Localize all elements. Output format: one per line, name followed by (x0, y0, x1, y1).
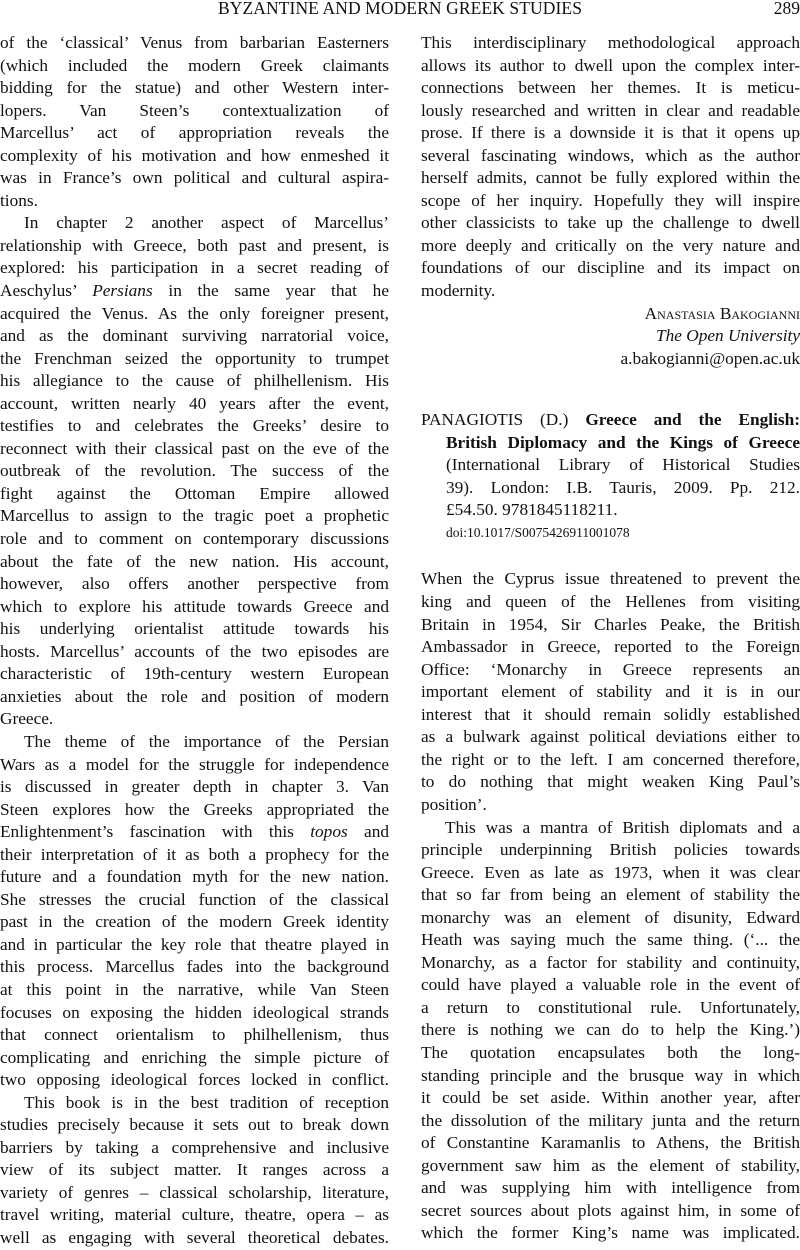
text-line: to do nothing that might weaken King Paul’s (421, 772, 800, 792)
text-line: secret sources about plots against him, in some of (421, 1200, 800, 1220)
text-line: hosts. Marcellus’ accounts of the two episodes are (0, 641, 389, 661)
text-line: several fascinating windows, which as the author (421, 145, 800, 165)
text-line: characteristic of 19th-century western European (0, 664, 389, 684)
text-line: there is nothing we can do to help the King.’) (421, 1020, 800, 1040)
text-line: Office: ‘Monarchy in Greece represents an (421, 659, 800, 679)
text-line: his underlying orientalist attitude towards his (0, 619, 389, 639)
text-line: was in France’s own political and cultural aspira- (0, 168, 389, 188)
text-segment: British Diplomacy and the Kings of Greece (446, 432, 800, 452)
text-line: Ambassador in Greece, reported to the Foreign (421, 637, 800, 657)
text-line: account, written nearly 40 years after the event, (0, 393, 389, 413)
left-column (0, 32, 389, 1250)
text-line: When the Cyprus issue threatened to prevent the (421, 569, 800, 589)
text-line: Greece. (0, 709, 54, 729)
text-segment: Enlightenment’s fascination with this (0, 822, 311, 842)
text-line: Marcellus’ act of appropriation reveals the (0, 123, 389, 143)
text-line: The theme of the importance of the Persian (24, 731, 389, 751)
reviewer-signature (421, 303, 800, 371)
text-line: well as engaging with several theoretical debates. (0, 1227, 389, 1247)
text-line: testifies to and celebrates the Greeks’ desire to (0, 416, 389, 436)
text-line: king and queen of the Hellenes from visiting (421, 592, 800, 612)
text-segment: Persians (92, 281, 153, 301)
text-line: barriers by taking a comprehensive and inclusive (0, 1137, 389, 1157)
text-line (421, 432, 800, 455)
text-line: This was a mantra of British diplomats and a (445, 817, 800, 837)
running-header (0, 0, 800, 20)
text-line: studies precisely because it sets out to break down (0, 1115, 389, 1135)
text-line: the Frenchman seized the opportunity to trumpet (0, 348, 389, 368)
text-line: interest that it should remain solidly established (421, 704, 800, 724)
text-line: more deeply and critically on the very nature and (421, 235, 800, 255)
journal-title: BYZANTINE AND MODERN GREEK STUDIES (217, 0, 583, 18)
new-review-body (421, 568, 800, 1244)
text-line: future and a foundation myth for the new nation. (0, 867, 389, 887)
text-line: monarchy was an element of disunity, Edward (421, 907, 800, 927)
review-conclusion (421, 32, 800, 303)
text-line: their interpretation of it as both a prophecy for the (0, 844, 389, 864)
text-line: of the ‘classical’ Venus from barbarian Easterners (0, 33, 389, 52)
text-line: Greece. Even as late as 1973, when it was clear (421, 862, 800, 882)
text-line: explored: his participation in a secret reading of (0, 258, 389, 278)
text-line: This interdisciplinary methodological approach (421, 33, 800, 52)
text-line: that so far from being an element of stability the (421, 885, 800, 905)
text-line: of Constantine Karamanlis to Athens, the British (421, 1133, 800, 1153)
text-line (421, 409, 800, 432)
text-line: could have played a valuable role in the event of (421, 975, 800, 995)
text-line: Wars as a model for the struggle for independence (0, 754, 389, 774)
text-line: past in the creation of the modern Greek identity (0, 912, 389, 932)
text-line: two opposing ideological forces locked in conflict. (0, 1070, 389, 1090)
text-line: relationship with Greece, both past and present, is (0, 235, 389, 255)
text-line: position’. (421, 794, 487, 814)
text-line: bidding for the statue) and other Western inter- (0, 78, 389, 98)
text-line: it could be set aside. Within another year, after (421, 1088, 800, 1108)
text-line: that connect orientalism to philhellenism, thus (0, 1025, 389, 1045)
text-line: role and to comment on contemporary discussions (0, 529, 389, 549)
text-line: Heath was saying much the same thing. (‘... the (421, 930, 800, 950)
text-line: £54.50. 9781845118211. (446, 500, 618, 520)
text-line: allows its author to dwell upon the complex inter- (421, 55, 800, 75)
text-line: is discussed in greater depth in chapter 3. Van (0, 777, 389, 797)
text-line: reconnect with their classical past on the eve of the (0, 438, 389, 458)
text-line: (which included the modern Greek claimants (0, 55, 389, 75)
text-line: complicating and enriching the simple picture of (0, 1047, 389, 1067)
text-line: the dissolution of the military junta and the return (421, 1110, 800, 1130)
text-line: other classicists to take up the challenge to dwell (421, 213, 800, 233)
text-line: and in particular the key role that theatre played in (0, 934, 389, 954)
text-line: The quotation encapsulates both the long- (421, 1042, 800, 1062)
text-line: however, also offers another perspective from (0, 574, 389, 594)
text-segment: and (347, 822, 389, 842)
text-line: Britain in 1954, Sir Charles Peake, the British (421, 614, 800, 634)
text-line: Marcellus to assign to the tragic poet a prophetic (0, 506, 389, 526)
text-line: 39). London: I.B. Tauris, 2009. Pp. 212. (446, 477, 800, 497)
text-line: She stresses the crucial function of the classical (0, 889, 389, 909)
text-line: modernity. (421, 281, 496, 301)
text-line: In chapter 2 another aspect of Marcellus’ (24, 213, 389, 233)
text-line: anxieties about the role and position of modern (0, 686, 389, 706)
text-line: acquired the Venus. As the only foreigner present, (0, 303, 389, 323)
text-line: This book is in the best tradition of reception (24, 1092, 389, 1112)
text-segment: in the same year that he (152, 281, 389, 301)
text-line: doi:10.1017/S0075426911001078 (446, 524, 630, 540)
text-line: principle underpinning British policies towards (421, 840, 800, 860)
section-gap (421, 544, 800, 568)
text-line: prose. If there is a downside it is that it opens up (421, 123, 800, 143)
text-line: and as the dominant surviving narratorial voice, (0, 326, 389, 346)
text-line: about the fate of the new nation. His account, (0, 551, 389, 571)
text-line: which the former King’s name was implicated. (421, 1223, 800, 1243)
review-text-continued (0, 32, 389, 1250)
text-line: as a bulwark against political deviations either to (421, 727, 800, 747)
text-segment: Greece and the English: (585, 410, 800, 430)
bibliographic-entry (421, 409, 800, 544)
text-segment: Aeschylus’ (0, 281, 93, 301)
text-segment: topos (310, 822, 348, 842)
text-line: herself admits, cannot be fully explored within the (421, 168, 800, 188)
right-column (421, 32, 800, 1245)
text-line: this process. Marcellus fades into the background (0, 957, 389, 977)
text-line: travel writing, material culture, theatre, opera – as (0, 1205, 389, 1225)
text-line: foundations of our discipline and its impact on (421, 258, 800, 278)
text-line (0, 821, 389, 844)
text-line: at this point in the narrative, while Van Steen (0, 979, 389, 999)
text-line: focuses on exposing the hidden ideological strands (0, 1002, 389, 1022)
page-number: 289 (773, 0, 800, 18)
text-line: fight against the Ottoman Empire allowed (0, 483, 389, 503)
section-gap (421, 370, 800, 409)
reviewer-name: Anastasia Bakogianni (644, 303, 800, 323)
text-line: variety of genres – classical scholarship, literature, (0, 1182, 389, 1202)
text-line: scope of her inquiry. Hopefully they will inspire (421, 190, 800, 210)
text-line: important element of stability and it is in our (421, 682, 800, 702)
text-line: standing principle and the brusque way in which (421, 1065, 800, 1085)
text-line: government saw him as the element of stability, (421, 1155, 800, 1175)
text-line: Monarchy, as a factor for stability and continuity, (421, 952, 800, 972)
text-line: lopers. Van Steen’s contextualization of (0, 100, 389, 120)
text-line: (International Library of Historical Studies (446, 455, 800, 475)
text-line: tions. (0, 190, 38, 210)
text-line: the right or to the left. I am concerned therefore, (421, 749, 800, 769)
text-line: outbreak of the revolution. The success of the (0, 461, 389, 481)
text-line: a return to constitutional rule. Unfortunately, (421, 997, 800, 1017)
text-line (0, 280, 389, 303)
text-line: connections between her themes. It is meticu- (421, 78, 800, 98)
text-line: his allegiance to the cause of philhellenism. His (0, 371, 389, 391)
text-line: and was supplying him with intelligence from (421, 1178, 800, 1198)
text-line: view of its subject matter. It ranges across a (0, 1160, 389, 1180)
reviewer-email[interactable]: a.bakogianni@open.ac.uk (620, 348, 800, 368)
text-segment: PANAGIOTIS (D.) (421, 410, 586, 430)
text-line: which to explore his attitude towards Greece and (0, 596, 389, 616)
text-line: lously researched and written in clear and readable (421, 100, 800, 120)
text-line: Steen explores how the Greeks appropriated the (0, 799, 389, 819)
reviewer-institution: The Open University (656, 326, 800, 346)
text-line: complexity of his motivation and how enmeshed it (0, 145, 389, 165)
